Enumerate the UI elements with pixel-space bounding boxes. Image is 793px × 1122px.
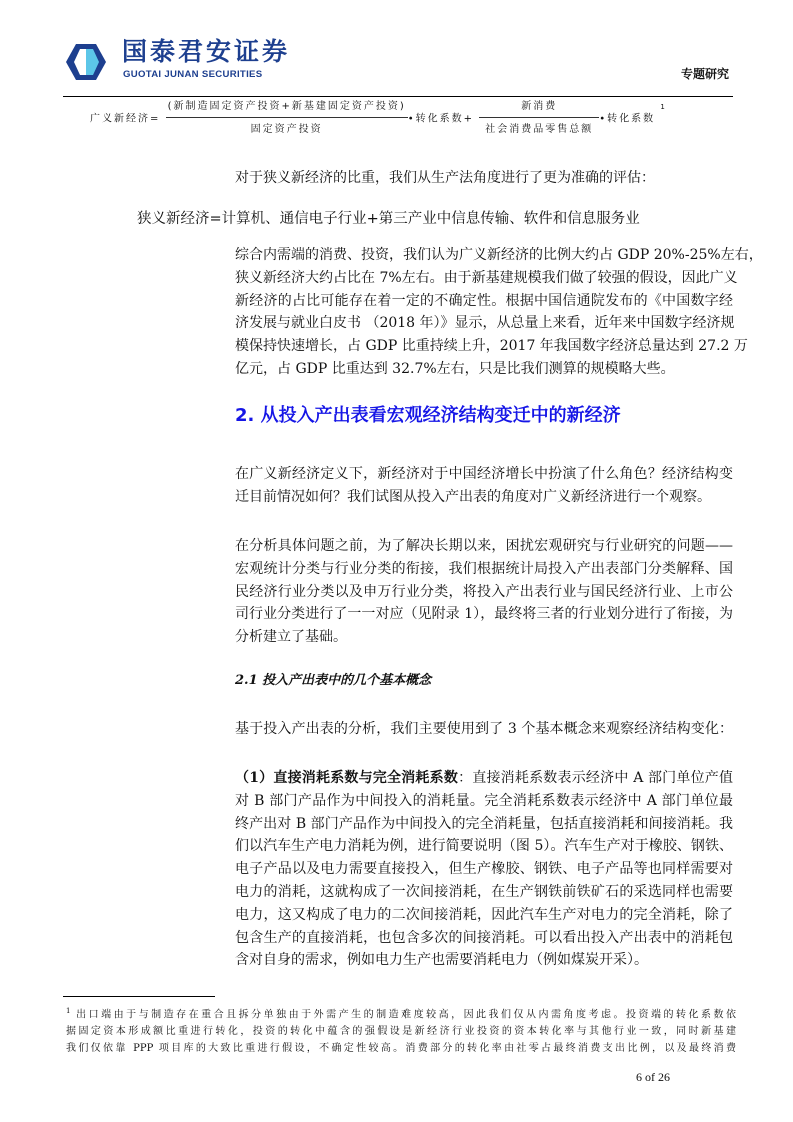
text-line: 迁目前情况如何？我们试图从投入产出表的角度对广义新经济进行一个观察。 — [235, 488, 711, 505]
text-line: 包含生产的直接消耗，也包含多次的间接消耗。可以看出投入产出表中的消耗包 — [235, 929, 733, 946]
text-line: 模保持快速增长，占 GDP 比重持续上升，2017 年我国数字经济总量达到 27.2 万 — [235, 338, 748, 355]
formula-multiplier: •转化系数 — [599, 113, 656, 125]
logo-emblem-icon — [66, 44, 106, 80]
header-divider — [63, 96, 733, 97]
logo-chinese: 国泰君安证券 — [122, 37, 291, 66]
report-type: 专题研究 — [680, 67, 729, 81]
fraction-numerator: (新制造固定资产投资+新基建固定资产投资) — [166, 100, 408, 118]
logo-english: GUOTAI JUNAN SECURITIES — [123, 69, 263, 80]
fraction-denominator: 固定资产投资 — [250, 124, 323, 135]
text-line: 电子产品以及电力需要直接投入，但生产橡胶、钢铁、电子产品等也同样需要对 — [235, 861, 733, 878]
text-line: 新经济的占比可能存在着一定的不确定性。根据中国信通院发布的《中国数字经 — [235, 292, 733, 309]
text-segment: ：直接消耗系数表示经济中 A 部门单位产值 — [458, 770, 733, 786]
text-line — [235, 767, 733, 790]
footnote-mark: 1 — [66, 1007, 71, 1015]
company-logo — [66, 44, 106, 84]
text-line: 终产出对 B 部门产品作为中间投入的完全消耗量，包括直接消耗和间接消耗。我 — [235, 815, 733, 832]
section-2-heading: 2. 从投入产出表看宏观经济结构变迁中的新经济 — [235, 405, 621, 426]
text-line: 电力的消耗，这就构成了一次间接消耗，在生产钢铁前铁矿石的采选同样也需要 — [235, 883, 733, 900]
formula-fraction-investment — [166, 100, 408, 137]
paragraph-consumption-coefficients — [235, 767, 733, 972]
formula-fraction-consumption — [479, 100, 599, 137]
text-line: 分析建立了基础。 — [235, 629, 347, 646]
text-segment: 出口端由于与制造存在重合且拆分单独由于外需产生的制造难度较高，因此我们仅从内需角度考虑。投资端的转化系数依 — [76, 1009, 737, 1021]
concept-title: （1）直接消耗系数与完全消耗系数 — [235, 770, 459, 786]
text-line: 们以汽车生产电力消耗为例，进行简要说明（图 5）。汽车生产对于橡胶、钢铁、 — [235, 838, 733, 855]
text-line: 在广义新经济定义下，新经济对于中国经济增长中扮演了什么角色？经济结构变 — [235, 466, 733, 482]
paragraph-estimate — [235, 244, 763, 381]
text-line: 济发展与就业白皮书 （2018 年）》显示，从总量上来看，近年来中国数字经济规 — [235, 315, 735, 332]
narrow-definition: 狭义新经济=计算机、通信电子行业+第三产业中信息传输、软件和信息服务业 — [137, 211, 640, 227]
paragraph-question — [235, 463, 733, 509]
page-number: 6 of 26 — [636, 1070, 670, 1084]
text-line: 民经济行业分类以及申万行业分类，将投入产出表行业与国民经济行业、上市公 — [235, 583, 733, 600]
text-line: 司行业分类进行了一一对应（见附录 1），最终将三者的行业划分进行了衔接，为 — [235, 606, 733, 623]
section-2-1-heading: 2.1 投入产出表中的几个基本概念 — [235, 673, 432, 688]
paragraph-classification — [235, 535, 733, 649]
text-line: 电力，这又构成了电力的二次间接消耗，因此汽车生产对电力的完全消耗，除了 — [235, 906, 733, 923]
text-line: 在分析具体问题之前，为了解决长期以来，困扰宏观研究与行业研究的问题—— — [235, 538, 733, 554]
text-line: 据固定资本形成额比重进行转化，投资的转化中蕴含的强假设是新经济行业投资的资本转化率与其他行业一致，同时新基建 — [66, 1026, 736, 1038]
text-line: 我们仅依靠 PPP 项目库的大致比重进行假设，不确定性较高。消费部分的转化率由社零占最终消费支出比例，以及最终消费 — [66, 1043, 736, 1055]
text-line: 基于投入产出表的分析，我们主要使用到了 3 个基本概念来观察经济结构变化： — [235, 721, 733, 737]
text-line — [66, 1003, 736, 1023]
footnote-ref[interactable]: 1 — [660, 103, 667, 111]
text-line: 对 B 部门产品作为中间投入的消耗量。完全消耗系数表示经济中 A 部门单位最 — [235, 792, 733, 809]
footnote-divider — [63, 996, 215, 997]
formula-multiplier: •转化系数+ — [407, 113, 475, 125]
text-line: 狭义新经济大约占比在 7%左右。由于新基建规模我们做了较强的假设，因此广义 — [235, 269, 738, 286]
text-line: 亿元，占 GDP 比重达到 32.7%左右，只是比我们测算的规模略大些。 — [235, 360, 675, 377]
fraction-denominator: 社会消费品零售总额 — [485, 124, 594, 135]
footnote — [66, 1003, 736, 1057]
paragraph-concepts-intro — [235, 718, 733, 741]
broad-new-economy-formula — [90, 100, 667, 137]
text-line: 综合内需端的消费、投资，我们认为广义新经济的比例大约占 GDP 20%-25%左右， — [235, 247, 763, 263]
text-line: 宏观统计分类与行业分类的衔接，我们根据统计局投入产出表部门分类解释、国 — [235, 560, 733, 577]
fraction-numerator: 新消费 — [479, 100, 599, 118]
intro-line: 对于狭义新经济的比重，我们从生产法角度进行了更为准确的评估： — [235, 170, 655, 186]
formula-lhs: 广义新经济= — [90, 113, 161, 125]
text-line: 含对自身的需求，例如电力生产也需要消耗电力（例如煤炭开采）。 — [235, 952, 648, 969]
